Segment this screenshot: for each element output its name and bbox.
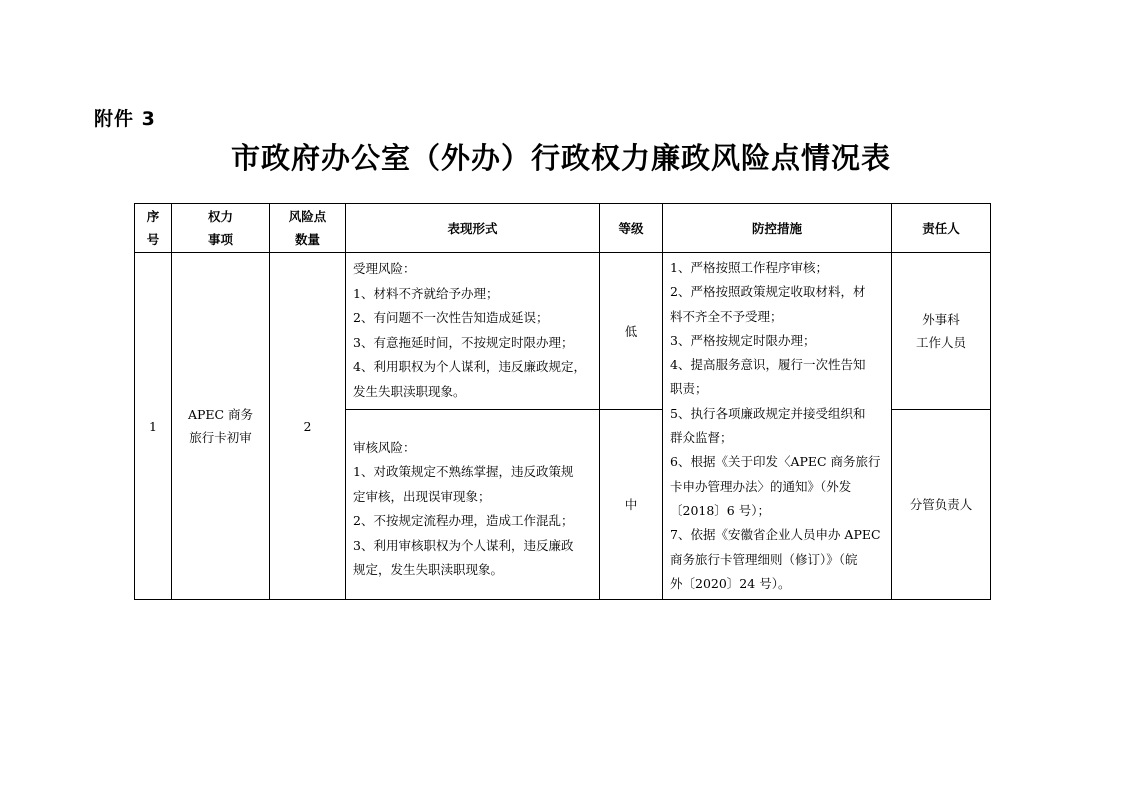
header-manifestation: 表现形式 <box>346 204 600 253</box>
header-power-item: 权力 事项 <box>172 204 270 253</box>
table-header-row <box>135 204 991 253</box>
cell-power-item: APEC 商务 旅行卡初审 <box>172 253 270 600</box>
cell-measures: 1、严格按照工作程序审核； 2、严格按照政策规定收取材料，材 料不齐全不予受理； 3、严格按规定时限办理； 4、提高服务意识，履行一次性告知 职责； 5、执行各项廉政规定并接受组织和 群众监督； 6、根据《关于印发〈APEC 商务旅行 卡申办管理办法〉的通知》（外发 〔2018〕6 号）； 7、依据《安徽省企业人员申办 APEC 商务旅行卡管理细则（修订）》（皖 外〔2020〕24 号）。 <box>663 253 892 600</box>
document-title: 市政府办公室（外办）行政权力廉政风险点情况表 <box>230 141 891 175</box>
table-row <box>135 253 991 410</box>
risk-table <box>134 203 991 600</box>
cell-risk-count: 2 <box>270 253 346 600</box>
cell-seq: 1 <box>135 253 172 600</box>
cell-responsible-staff: 外事科 工作人员 <box>892 253 991 410</box>
header-risk-count: 风险点 数量 <box>270 204 346 253</box>
header-measures: 防控措施 <box>663 204 892 253</box>
cell-responsible-leader: 分管负责人 <box>892 409 991 600</box>
cell-level-low: 低 <box>600 253 663 410</box>
header-seq: 序 号 <box>135 204 172 253</box>
header-responsible: 责任人 <box>892 204 991 253</box>
cell-acceptance-risk: 受理风险： 1、材料不齐就给予办理； 2、有问题不一次性告知造成延误； 3、有意拖延时间，不按规定时限办理； 4、利用职权为个人谋利，违反廉政规定， 发生失职渎职现象。 <box>346 253 600 410</box>
header-level: 等级 <box>600 204 663 253</box>
attachment-label: 附件 3 <box>94 108 156 130</box>
cell-review-risk: 审核风险： 1、对政策规定不熟练掌握，违反政策规 定审核，出现误审现象； 2、不按规定流程办理，造成工作混乱； 3、利用审核职权为个人谋利，违反廉政 规定，发生失职渎职现象。 <box>346 409 600 600</box>
cell-level-medium: 中 <box>600 409 663 600</box>
